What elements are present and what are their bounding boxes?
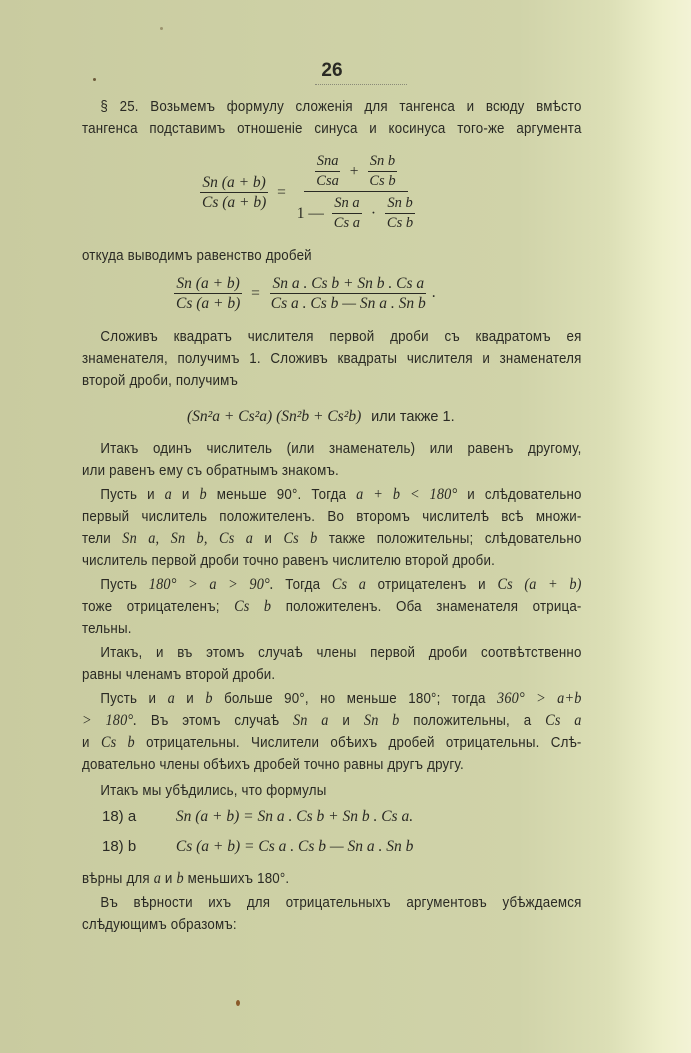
text: меньшихъ 180°. — [187, 871, 290, 887]
scan-speck — [236, 1000, 240, 1006]
paragraph-case3-line-1 — [82, 688, 582, 710]
numerator: Sn b — [385, 194, 414, 214]
fraction-rhs — [295, 152, 417, 233]
paragraph-25-line-2: тангенса подставимъ отношеніе синуса и косинуса того-же аргумента — [82, 121, 582, 137]
denominator: Cs b — [369, 173, 396, 189]
equals-sign: = — [251, 284, 260, 302]
math-cs-b: Cs b — [234, 598, 272, 615]
denominator: Csa — [316, 173, 339, 189]
paragraph-case1-line-3 — [82, 528, 582, 550]
paragraph-validity — [82, 868, 582, 890]
text: положительны, а — [413, 713, 532, 729]
eq3-tail-text: или также 1. — [371, 409, 455, 425]
paragraph-squares-line-2: знаменателя, получимъ 1. Сложивъ квадраты числителя и знаменателя — [82, 351, 582, 367]
equation-sum-of-squares — [187, 408, 455, 426]
paragraph-case2-conclusion-line-2: равны членамъ второй дроби. — [82, 667, 276, 683]
numerator: Sna — [315, 152, 341, 172]
text: Пусть — [100, 577, 138, 593]
text: также положительны; слѣдовательно — [328, 531, 582, 547]
text: вѣрны для — [82, 871, 150, 887]
math-condition: 360° > a+b — [497, 690, 582, 707]
one-minus: 1 — — [296, 205, 324, 222]
text: и — [82, 735, 90, 751]
math-cs-a: Cs a — [331, 576, 367, 593]
text: меньше 90°. Тогда — [216, 487, 347, 503]
text: отрицательны. Числители обѣихъ дробей отрицательны. Слѣ- — [146, 735, 582, 751]
sum-of-squares-expr: (Sn²a + Cs²a) (Sn²b + Cs²b) — [187, 408, 362, 425]
scan-speck — [160, 27, 163, 30]
paragraph-case3-line-4: довательно члены обѣихъ дробей точно равны другъ другу. — [82, 757, 464, 773]
math-cs-b: Cs b — [100, 734, 135, 751]
math-sn-a: Sn a — [292, 712, 329, 729]
math-condition: 180° > a > 90°. — [148, 576, 274, 593]
formula-expression: Cs (a + b) = Cs a . Cs b — Sn a . Sn b — [175, 838, 414, 855]
math-inequality: a + b < 180° — [356, 486, 458, 503]
fraction-lhs — [200, 173, 268, 212]
paragraph-negative-args-line-1: Въ вѣрности ихъ для отрицательныхъ аргументовъ убѣждаемся — [100, 895, 582, 911]
math-b: b — [199, 486, 207, 503]
text: и — [164, 871, 173, 887]
paragraph-case1-line-1 — [82, 484, 582, 506]
math-cs-a: Cs a — [219, 530, 254, 547]
numerator: Sn (a + b) — [176, 275, 240, 292]
formula-label: 18) b — [102, 838, 137, 855]
text: и — [181, 487, 190, 503]
paragraph-case3-line-3 — [82, 732, 582, 754]
text: тели — [82, 531, 111, 547]
math-cs-a: Cs a — [545, 712, 582, 729]
text: Въ этомъ случаѣ — [150, 713, 280, 729]
scan-speck — [93, 78, 96, 81]
math-a: a — [167, 690, 175, 707]
paragraph-squares-line-3: второй дроби, получимъ — [82, 373, 239, 389]
paragraph-case2-line-1 — [82, 574, 582, 596]
denominator: Cs (a + b) — [202, 194, 267, 211]
paragraph-conclusion-line-1: Итакъ одинъ числитель (или знаменатель) или равенъ другому, — [100, 441, 582, 457]
paragraph-case2-conclusion-line-1: Итакъ, и въ этомъ случаѣ члены первой дроби соотвѣтственно — [100, 645, 582, 661]
math-sn-b: Sn b — [363, 712, 400, 729]
numerator: Sn a — [332, 194, 361, 214]
text: и — [342, 713, 351, 729]
formula-18b — [102, 838, 413, 856]
math-cs-b: Cs b — [283, 530, 318, 547]
text: положителенъ. Оба знаменателя отрица- — [285, 599, 582, 615]
math-sn-b: Sn b, — [170, 530, 208, 547]
math-cs-a-plus-b: Cs (a + b) — [497, 576, 582, 593]
formula-18a — [102, 808, 413, 826]
denominator: Cs b — [386, 215, 414, 231]
numerator: Sn b — [368, 152, 397, 172]
denominator: Cs (a + b) — [176, 295, 241, 312]
math-sn-a: Sn a, — [122, 530, 160, 547]
paragraph-conclusion-line-2: или равенъ ему съ обратнымъ знакомъ. — [82, 463, 339, 479]
paragraph-case2-line-3: тельны. — [82, 621, 132, 637]
numerator: Sn (a + b) — [202, 174, 266, 191]
math-a: a — [153, 870, 162, 887]
denominator: Cs a — [333, 215, 360, 231]
paragraph-case1-line-4: числитель первой дроби точно равенъ числителю второй дроби. — [82, 553, 496, 569]
text: Тогда — [285, 577, 321, 593]
page-number-rule — [315, 84, 407, 85]
math-b: b — [205, 690, 213, 707]
formula-expression: Sn (a + b) = Sn a . Cs b + Sn b . Cs a. — [175, 808, 414, 825]
text: и слѣдовательно — [467, 487, 582, 503]
text: и — [264, 531, 273, 547]
plus-sign: + — [349, 163, 359, 180]
numerator-compound — [304, 152, 407, 192]
text: Пусть и — [100, 691, 157, 707]
paragraph-formulas-intro: Итакъ мы убѣдились, что формулы — [100, 783, 327, 799]
dot-operator: · — [370, 205, 377, 222]
math-a: a — [164, 486, 172, 503]
equation-fraction-equality — [174, 274, 436, 313]
math-b: b — [176, 870, 184, 887]
paragraph-case2-line-2 — [82, 596, 582, 618]
page-number: 26 — [321, 60, 343, 81]
text: тоже отрицателенъ; — [82, 599, 220, 615]
text: отрицателенъ и — [377, 577, 486, 593]
paragraph-negative-args-line-2: слѣдующимъ образомъ: — [82, 917, 237, 933]
denominator: Cs a . Cs b — Sn a . Sn b — [270, 295, 426, 312]
paragraph-case1-line-2: первый числитель положителенъ. Во второмъ числителѣ всѣ множи- — [82, 509, 582, 525]
formula-label: 18) a — [102, 808, 137, 825]
text: больше 90°, но меньше 180°; тогда — [224, 691, 486, 707]
math-gt-180: > 180°. — [82, 712, 138, 729]
paragraph-squares-line-1: Сложивъ квадратъ числителя первой дроби съ квадратомъ ея — [100, 329, 582, 345]
equation-tangent-sum — [200, 152, 417, 233]
denominator-compound — [295, 192, 417, 233]
paragraph-case3-line-2 — [82, 710, 582, 732]
paragraph-fractions-intro: откуда выводимъ равенство дробей — [82, 248, 312, 264]
paragraph-25-line-1: § 25. Возьмемъ формулу сложенія для тангенса и всюду вмѣсто — [100, 99, 582, 115]
period: . — [431, 284, 436, 302]
numerator: Sn a . Cs b + Sn b . Cs a — [272, 275, 425, 292]
text: Пусть и — [100, 487, 155, 503]
equals-sign: = — [277, 183, 286, 201]
text: и — [186, 691, 194, 707]
